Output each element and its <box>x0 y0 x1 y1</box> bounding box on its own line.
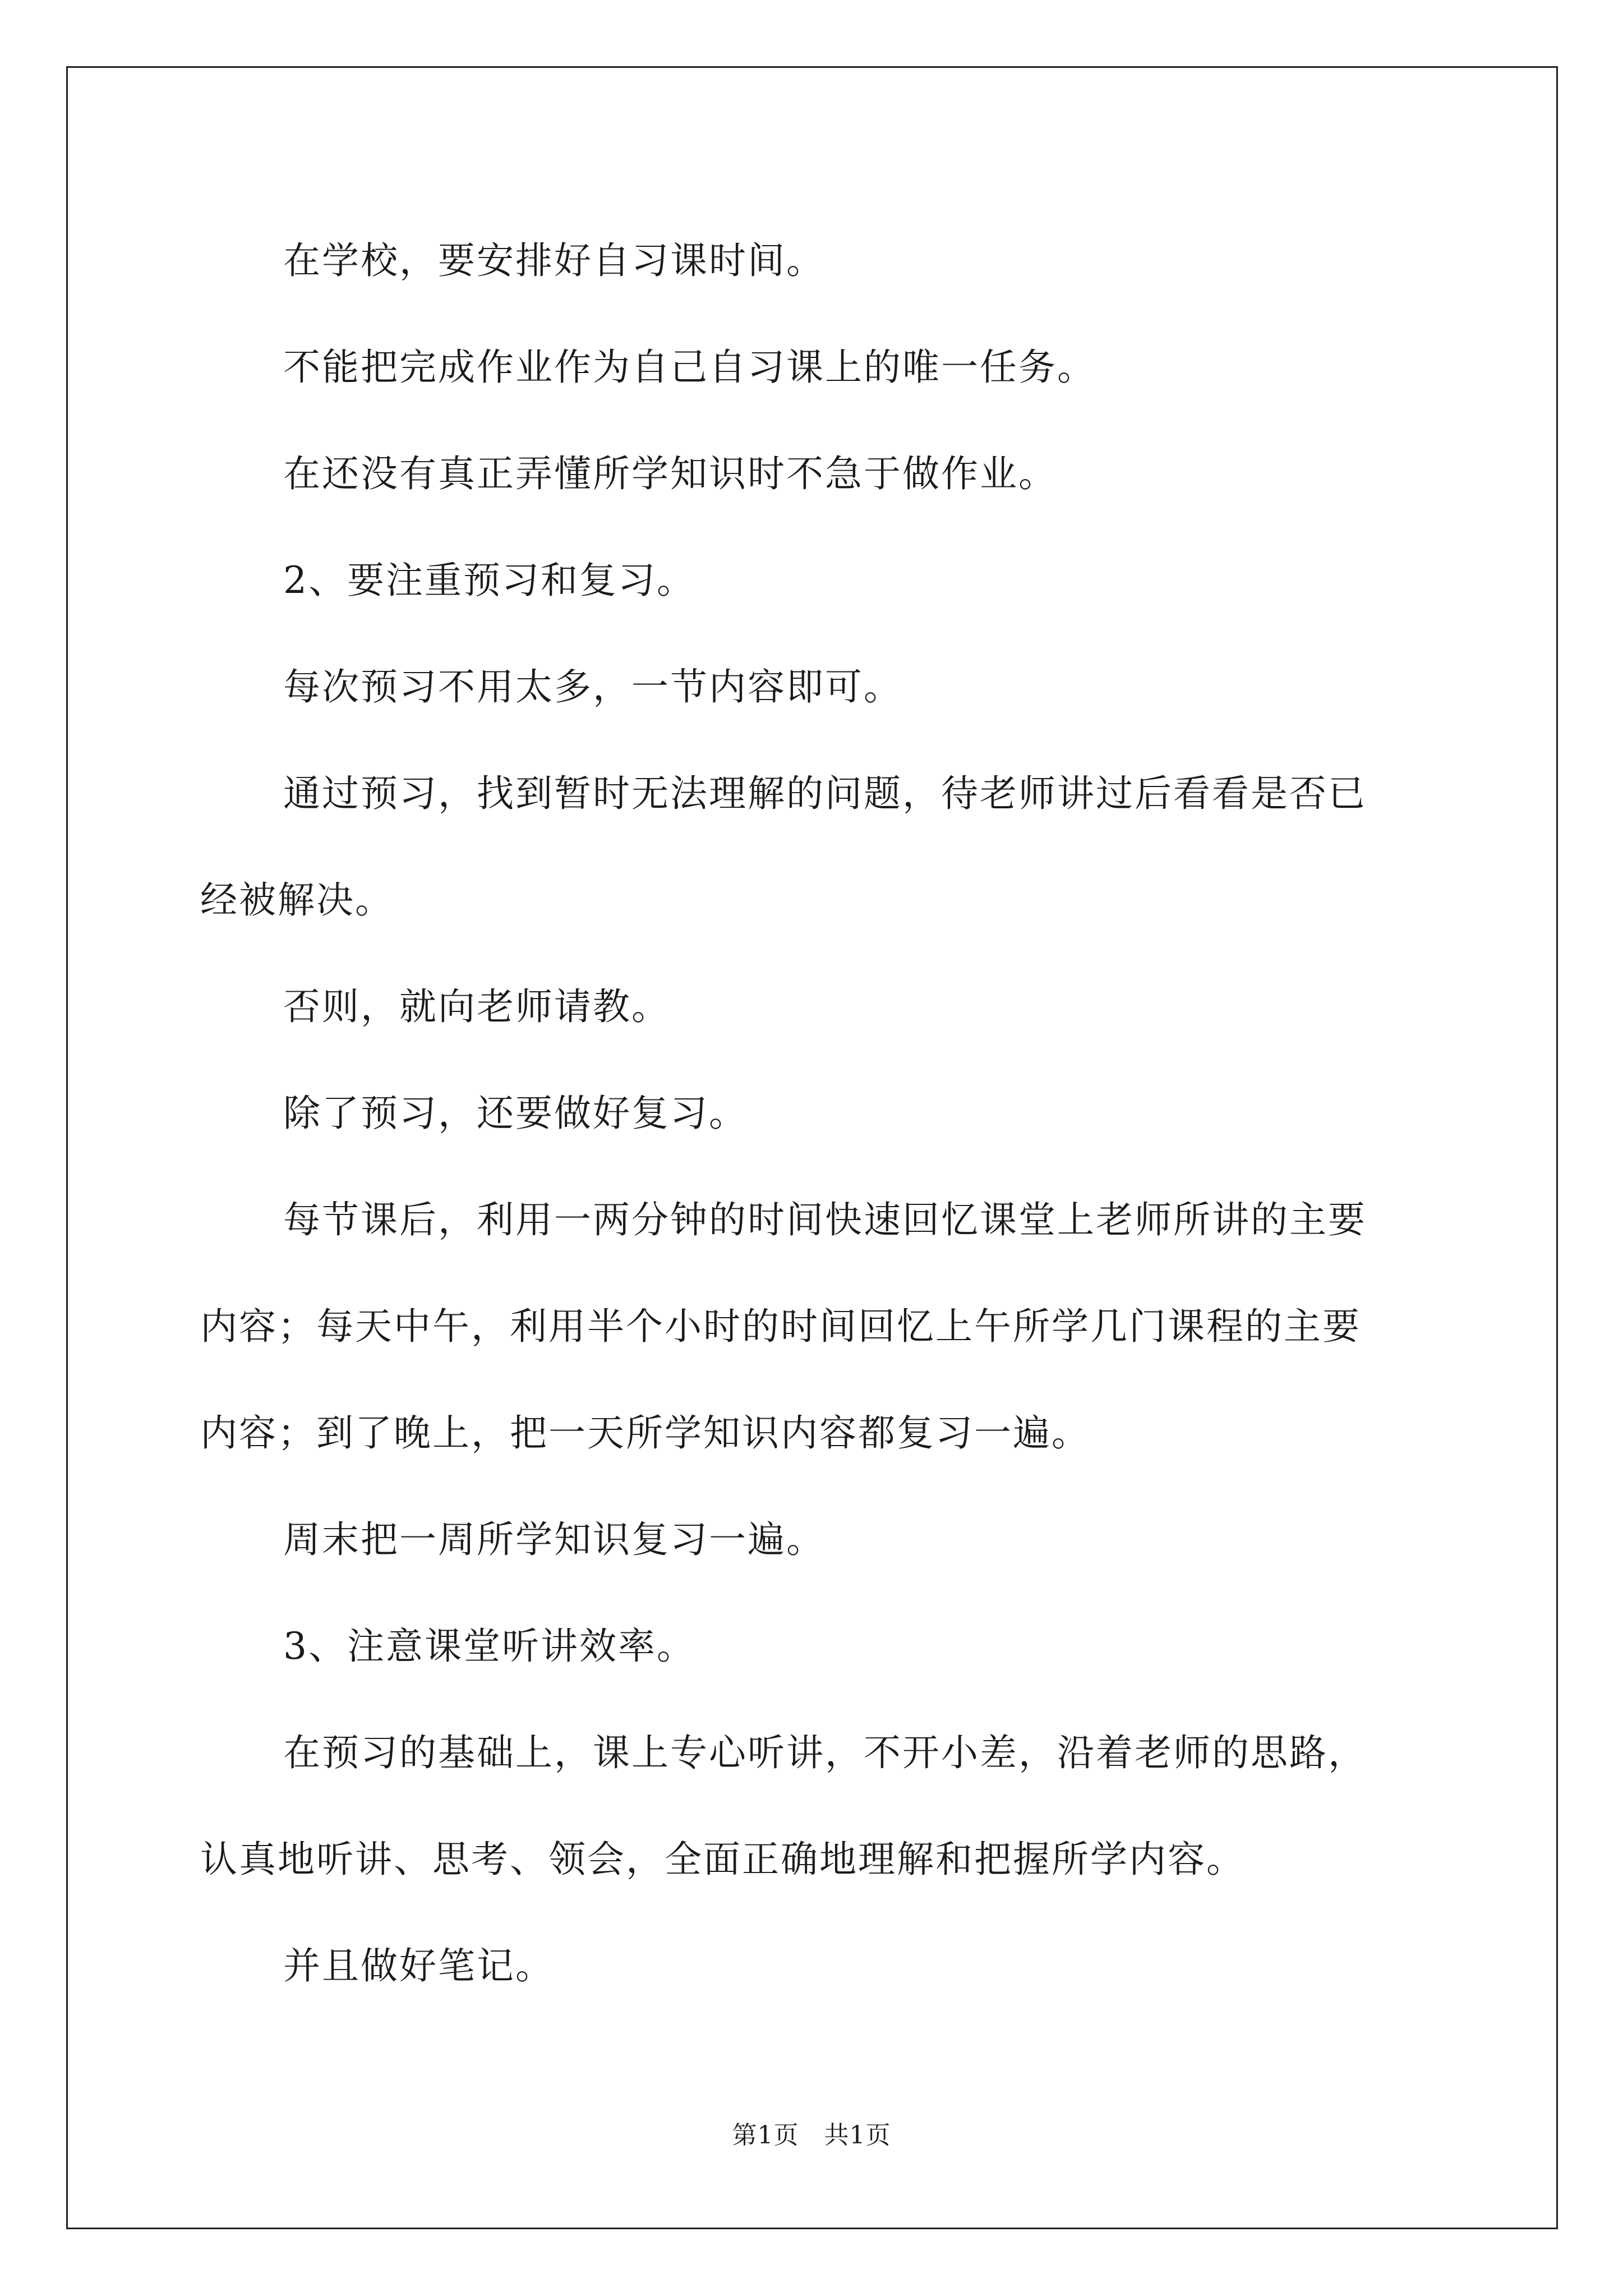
paragraph: 并且做好笔记。 <box>283 1944 554 1987</box>
paragraph: 在还没有真正弄懂所学知识时不急于做作业。 <box>283 452 1057 495</box>
paragraph: 在学校，要安排好自习课时间。 <box>283 239 825 282</box>
paragraph: 周末把一周所学知识复习一遍。 <box>283 1518 825 1561</box>
document-body <box>200 208 1440 2019</box>
page-number-footer: 第1页 共1页 <box>732 2121 891 2150</box>
paragraph-line: 通过预习，找到暂时无法理解的问题，待老师讲过后看看是否已 <box>283 772 1367 815</box>
paragraph-line: 在预习的基础上，课上专心听讲，不开小差，沿着老师的思路， <box>283 1731 1367 1774</box>
paragraph: 2、要注重预习和复习。 <box>283 559 695 602</box>
paragraph-line: 内容；每天中午，利用半个小时的时间回忆上午所学几门课程的主要 <box>200 1305 1361 1348</box>
paragraph: 每次预习不用太多，一节内容即可。 <box>283 665 902 708</box>
paragraph-line: 内容；到了晚上，把一天所学知识内容都复习一遍。 <box>200 1411 1090 1455</box>
paragraph: 不能把完成作业作为自己自习课上的唯一任务。 <box>283 346 1096 389</box>
paragraph-line: 认真地听讲、思考、领会，全面正确地理解和把握所学内容。 <box>200 1838 1245 1881</box>
paragraph-line: 经被解决。 <box>200 878 394 922</box>
paragraph: 3、注意课堂听讲效率。 <box>283 1625 695 1668</box>
paragraph: 否则，就向老师请教。 <box>283 985 670 1028</box>
paragraph: 除了预习，还要做好复习。 <box>283 1092 748 1135</box>
paragraph-line: 每节课后，利用一两分钟的时间快速回忆课堂上老师所讲的主要 <box>283 1198 1367 1241</box>
